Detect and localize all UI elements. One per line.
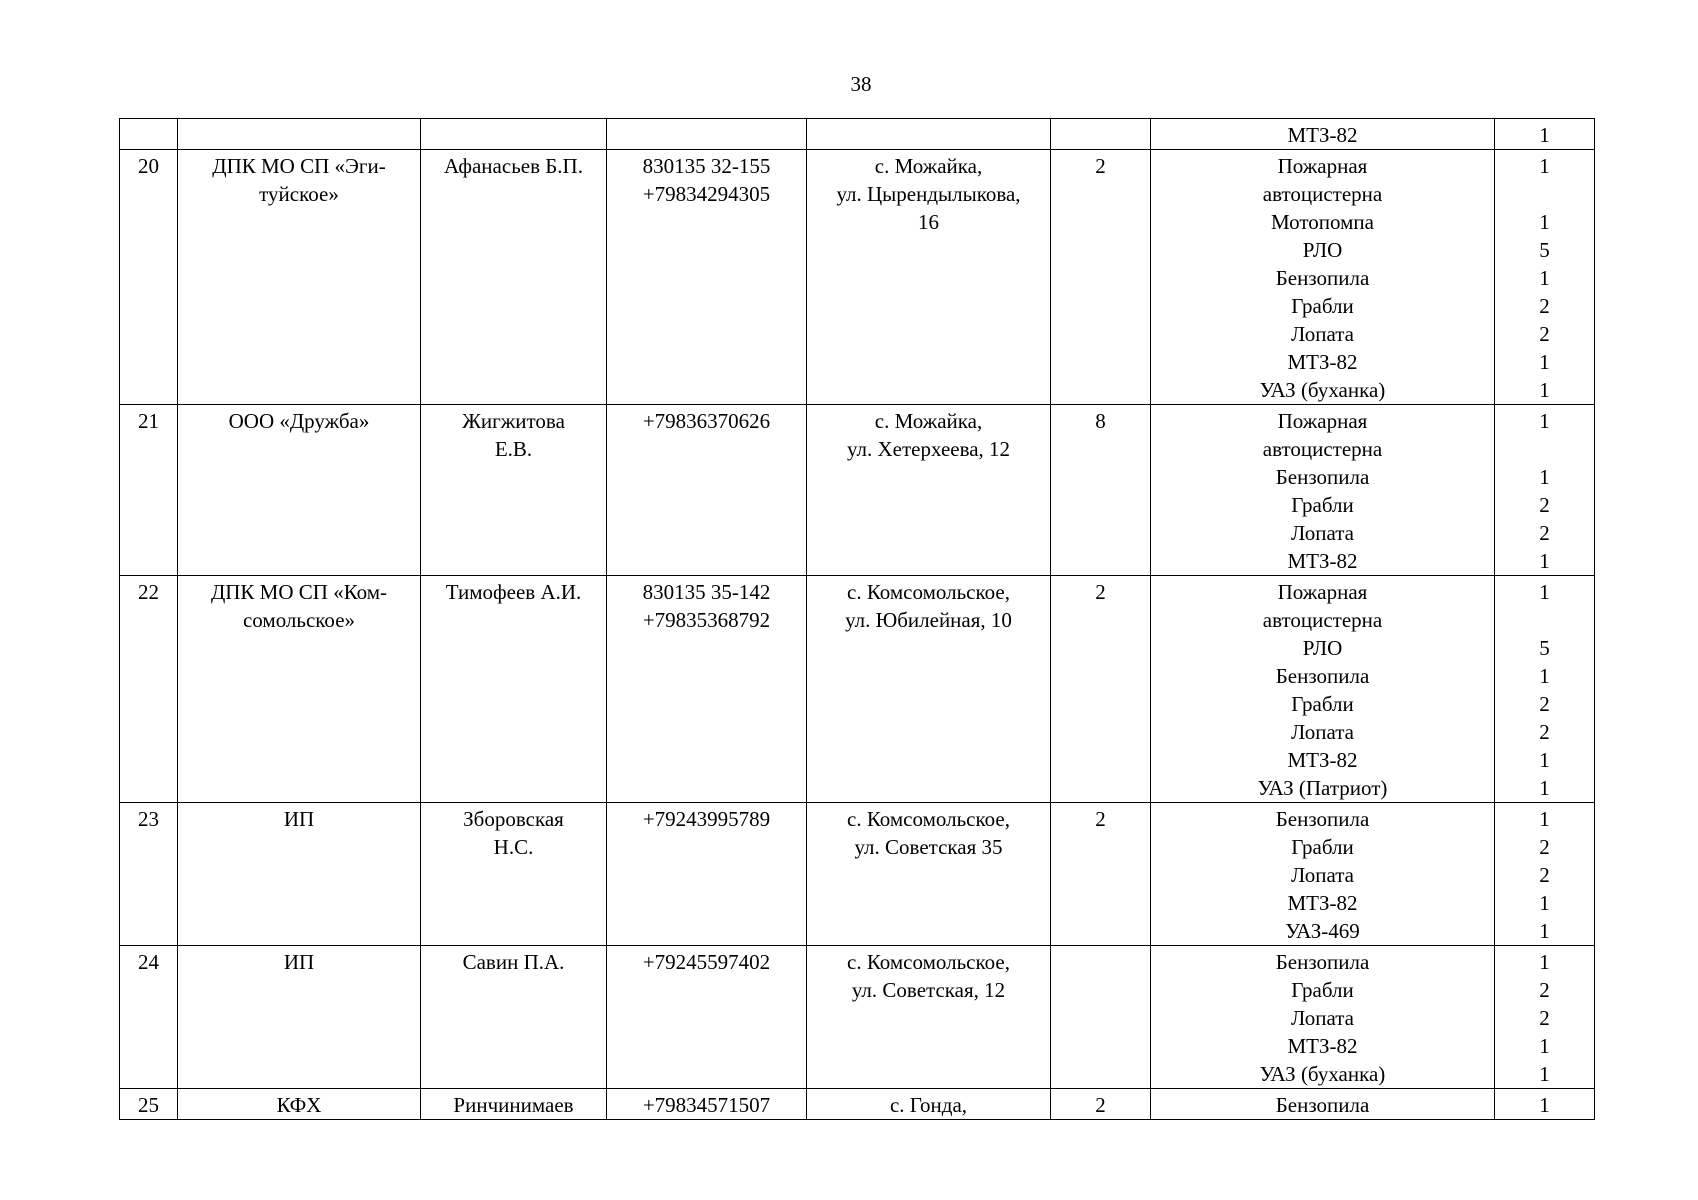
quantity-value: 1 xyxy=(1539,580,1550,604)
equipment-item: МТЗ-82 xyxy=(1287,350,1358,374)
equipment-cell xyxy=(1151,576,1495,803)
quantity-cell xyxy=(1495,1089,1595,1120)
phone-cell xyxy=(607,576,807,803)
quantity-value: 2 xyxy=(1539,493,1550,517)
people-count-cell xyxy=(1051,946,1151,1089)
organization-cell xyxy=(178,1089,421,1120)
organization-cell xyxy=(178,405,421,576)
row-number-cell: 22 xyxy=(120,576,178,803)
equipment-item: Бензопила xyxy=(1275,266,1370,290)
quantity-cell xyxy=(1495,405,1595,576)
quantity-value: 2 xyxy=(1539,720,1550,744)
equipment-item: Лопата xyxy=(1291,322,1354,346)
equipment-item: Бензопила xyxy=(1275,465,1370,489)
quantity-value: 1 xyxy=(1539,748,1550,772)
organization-cell xyxy=(178,576,421,803)
head-name-cell xyxy=(421,119,607,150)
table-row xyxy=(120,576,1595,803)
address-cell xyxy=(807,119,1051,150)
quantity-cell xyxy=(1495,803,1595,946)
equipment-item: МТЗ-82 xyxy=(1287,1034,1358,1058)
address-line: с. Гонда, xyxy=(889,1093,968,1117)
table-row xyxy=(120,946,1595,1089)
quantity-value: 5 xyxy=(1539,238,1550,262)
row-number-cell: 24 xyxy=(120,946,178,1089)
equipment-item: Пожарная xyxy=(1277,409,1368,433)
organization-line: ДПК МО СП «Эги- xyxy=(212,154,386,178)
phone-cell xyxy=(607,1089,807,1120)
equipment-item: Лопата xyxy=(1291,720,1354,744)
address-line: с. Комсомольское, xyxy=(847,950,1010,974)
quantity-value: 1 xyxy=(1539,266,1550,290)
table-row xyxy=(120,405,1595,576)
people-count-cell: 2 xyxy=(1051,150,1151,405)
address-line: с. Комсомольское, xyxy=(847,580,1010,604)
phone-line: 830135 32-155 xyxy=(642,154,771,178)
phone-line: +79834294305 xyxy=(642,182,771,206)
head-name-line: Жигжитова xyxy=(462,409,565,433)
people-count-cell: 2 xyxy=(1051,803,1151,946)
people-count-cell: 2 xyxy=(1051,576,1151,803)
quantity-value: 2 xyxy=(1539,1006,1550,1030)
equipment-item: Грабли xyxy=(1291,493,1354,517)
quantity-value: 2 xyxy=(1539,835,1550,859)
equipment-item: РЛО xyxy=(1302,238,1343,262)
phone-line: +79834571507 xyxy=(642,1093,771,1117)
quantity-value: 1 xyxy=(1539,776,1550,800)
head-name-cell xyxy=(421,576,607,803)
organization-line: сомольское» xyxy=(242,608,356,632)
equipment-item: Пожарная xyxy=(1277,154,1368,178)
address-cell xyxy=(807,803,1051,946)
quantity-value: 1 xyxy=(1539,154,1550,178)
equipment-item: автоцистерна xyxy=(1262,182,1383,206)
quantity-value: 2 xyxy=(1539,978,1550,1002)
head-name-cell xyxy=(421,803,607,946)
equipment-item: Бензопила xyxy=(1275,950,1370,974)
quantity-value: 2 xyxy=(1539,322,1550,346)
quantity-value: 1 xyxy=(1539,123,1550,147)
table-body xyxy=(120,119,1595,1120)
head-name-cell xyxy=(421,1089,607,1120)
organization-line: ДПК МО СП «Ком- xyxy=(210,580,388,604)
phone-cell xyxy=(607,803,807,946)
quantity-value xyxy=(1499,606,1590,634)
equipment-item: Грабли xyxy=(1291,294,1354,318)
head-name-cell xyxy=(421,405,607,576)
head-name-line: Ринчинимаев xyxy=(453,1093,574,1117)
equipment-item: Грабли xyxy=(1291,835,1354,859)
equipment-cell xyxy=(1151,946,1495,1089)
quantity-value: 2 xyxy=(1539,863,1550,887)
phone-line: +79243995789 xyxy=(642,807,771,831)
table-row xyxy=(120,119,1595,150)
quantity-value: 1 xyxy=(1539,919,1550,943)
equipment-item: РЛО xyxy=(1302,636,1343,660)
address-line: с. Комсомольское, xyxy=(847,807,1010,831)
equipment-cell xyxy=(1151,803,1495,946)
head-name-cell xyxy=(421,946,607,1089)
address-line: ул. Советская 35 xyxy=(854,835,1003,859)
people-count-cell xyxy=(1051,119,1151,150)
quantity-cell xyxy=(1495,576,1595,803)
organization-cell xyxy=(178,119,421,150)
address-line: с. Можайка, xyxy=(874,154,983,178)
organization-cell xyxy=(178,150,421,405)
organization-line: туйское» xyxy=(259,182,339,206)
quantity-value: 1 xyxy=(1539,1062,1550,1086)
quantity-value: 1 xyxy=(1539,549,1550,573)
equipment-item: Лопата xyxy=(1291,521,1354,545)
equipment-cell xyxy=(1151,405,1495,576)
address-cell xyxy=(807,150,1051,405)
quantity-value: 5 xyxy=(1539,636,1550,660)
head-name-line: Афанасьев Б.П. xyxy=(444,154,583,178)
equipment-item: УАЗ (буханка) xyxy=(1259,378,1386,402)
equipment-item: МТЗ-82 xyxy=(1287,891,1358,915)
phone-cell xyxy=(607,150,807,405)
address-line: ул. Цырендылыкова, xyxy=(836,182,1021,206)
row-number-cell: 21 xyxy=(120,405,178,576)
equipment-item: УАЗ (буханка) xyxy=(1259,1062,1386,1086)
address-line: ул. Юбилейная, 10 xyxy=(845,608,1012,632)
quantity-value: 1 xyxy=(1539,807,1550,831)
address-cell xyxy=(807,576,1051,803)
quantity-value: 2 xyxy=(1539,294,1550,318)
address-line: ул. Хетерхеева, 12 xyxy=(846,437,1011,461)
phone-cell xyxy=(607,405,807,576)
quantity-value: 2 xyxy=(1539,521,1550,545)
quantity-value: 1 xyxy=(1539,465,1550,489)
address-cell xyxy=(807,1089,1051,1120)
equipment-item: Лопата xyxy=(1291,863,1354,887)
head-name-line: Е.В. xyxy=(494,437,533,461)
table-row xyxy=(120,1089,1595,1120)
table-row xyxy=(120,150,1595,405)
row-number-cell: 20 xyxy=(120,150,178,405)
address-cell xyxy=(807,405,1051,576)
row-number-cell: 25 xyxy=(120,1089,178,1120)
organization-cell xyxy=(178,946,421,1089)
equipment-item: УАЗ-469 xyxy=(1285,919,1360,943)
row-number-cell: 23 xyxy=(120,803,178,946)
equipment-item: Пожарная xyxy=(1277,580,1368,604)
head-name-cell xyxy=(421,150,607,405)
quantity-value: 1 xyxy=(1539,1093,1550,1117)
quantity-value: 1 xyxy=(1539,664,1550,688)
people-count-cell: 8 xyxy=(1051,405,1151,576)
phone-line: +79245597402 xyxy=(642,950,771,974)
people-count-cell: 2 xyxy=(1051,1089,1151,1120)
organization-line: ИП xyxy=(283,807,315,831)
quantity-value: 2 xyxy=(1539,692,1550,716)
equipment-cell xyxy=(1151,1089,1495,1120)
quantity-cell xyxy=(1495,150,1595,405)
equipment-cell xyxy=(1151,119,1495,150)
quantity-cell xyxy=(1495,946,1595,1089)
address-line: с. Можайка, xyxy=(874,409,983,433)
address-line: ул. Советская, 12 xyxy=(851,978,1006,1002)
equipment-item: Грабли xyxy=(1291,692,1354,716)
quantity-value: 1 xyxy=(1539,350,1550,374)
equipment-item: Грабли xyxy=(1291,978,1354,1002)
quantity-value: 1 xyxy=(1539,1034,1550,1058)
phone-cell xyxy=(607,946,807,1089)
equipment-item: автоцистерна xyxy=(1262,437,1383,461)
organization-line: ИП xyxy=(283,950,315,974)
quantity-value: 1 xyxy=(1539,378,1550,402)
head-name-line: Савин П.А. xyxy=(462,950,565,974)
quantity-value: 1 xyxy=(1539,409,1550,433)
equipment-item: МТЗ-82 xyxy=(1287,748,1358,772)
equipment-cell xyxy=(1151,150,1495,405)
equipment-item: Лопата xyxy=(1291,1006,1354,1030)
quantity-value xyxy=(1499,180,1590,208)
phone-line: 830135 35-142 xyxy=(642,580,771,604)
equipment-item: Бензопила xyxy=(1275,1093,1370,1117)
quantity-value: 1 xyxy=(1539,950,1550,974)
equipment-item: УАЗ (Патриот) xyxy=(1257,776,1388,800)
organization-cell xyxy=(178,803,421,946)
equipment-item: Бензопила xyxy=(1275,807,1370,831)
equipment-table xyxy=(119,118,1595,1120)
phone-line: +79835368792 xyxy=(642,608,771,632)
equipment-item: Мотопомпа xyxy=(1271,210,1374,234)
equipment-item: Бензопила xyxy=(1275,664,1370,688)
equipment-item: МТЗ-82 xyxy=(1287,123,1358,147)
head-name-line: Н.С. xyxy=(493,835,534,859)
phone-line: +79836370626 xyxy=(642,409,771,433)
quantity-value: 1 xyxy=(1539,891,1550,915)
address-cell xyxy=(807,946,1051,1089)
row-number-cell xyxy=(120,119,178,150)
page-number: 38 xyxy=(850,72,872,96)
table-row xyxy=(120,803,1595,946)
head-name-line: Зборовская xyxy=(463,807,564,831)
head-name-line: Тимофеев А.И. xyxy=(445,580,582,604)
quantity-value: 1 xyxy=(1539,210,1550,234)
equipment-item: автоцистерна xyxy=(1262,608,1383,632)
phone-cell xyxy=(607,119,807,150)
quantity-cell xyxy=(1495,119,1595,150)
organization-line: КФХ xyxy=(276,1093,322,1117)
organization-line: ООО «Дружба» xyxy=(228,409,370,433)
equipment-item: МТЗ-82 xyxy=(1287,549,1358,573)
address-line: 16 xyxy=(918,210,939,234)
quantity-value xyxy=(1499,435,1590,463)
